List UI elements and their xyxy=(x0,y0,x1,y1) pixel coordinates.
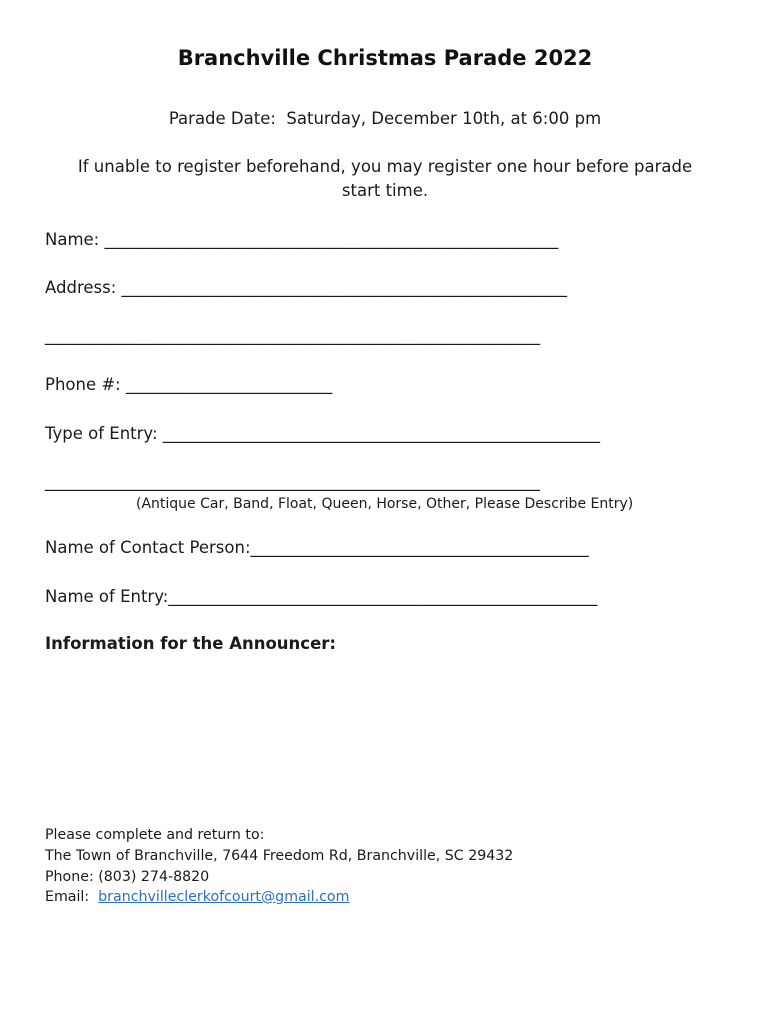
footer-return-instructions: Please complete and return to: xyxy=(45,827,265,843)
type-of-entry-hint: (Antique Car, Band, Float, Queen, Horse, Other, Please Describe Entry) xyxy=(136,496,634,512)
footer-phone: Phone: (803) 274-8820 xyxy=(45,869,210,885)
type-of-entry-blank-line[interactable]: _____________________________________________________ xyxy=(162,424,601,443)
address-blank-line[interactable]: ______________________________________________________ xyxy=(121,278,568,297)
register-note-line-2: start time. xyxy=(341,181,429,200)
contact-person-field[interactable] xyxy=(45,538,589,557)
contact-person-blank-line[interactable]: _________________________________________ xyxy=(250,538,589,557)
entry-name-blank-line[interactable]: ____________________________________________________ xyxy=(168,587,598,606)
entry-name-label: Name of Entry: xyxy=(45,587,169,606)
contact-person-label: Name of Contact Person: xyxy=(45,538,251,557)
footer-email-line xyxy=(45,889,349,905)
name-blank-line[interactable]: _______________________________________________________ xyxy=(104,230,559,249)
name-field[interactable] xyxy=(45,230,558,249)
footer-email-label: Email: xyxy=(45,889,99,905)
register-note-line-1: If unable to register beforehand, you may register one hour before parade xyxy=(77,157,693,176)
announcer-heading: Information for the Announcer: xyxy=(45,634,336,653)
type-of-entry-field[interactable] xyxy=(45,424,600,443)
address-label: Address: xyxy=(45,278,122,297)
email-link[interactable]: branchvilleclerkofcourt@gmail.com xyxy=(98,889,350,905)
parade-date: Parade Date: Saturday, December 10th, at 6:00 pm xyxy=(168,109,602,128)
address-blank-line-2[interactable]: ____________________________________________________________ xyxy=(45,326,540,345)
type-of-entry-label: Type of Entry: xyxy=(45,424,163,443)
address-field-line-2[interactable] xyxy=(45,326,540,345)
type-of-entry-field-line-2[interactable] xyxy=(45,472,540,491)
phone-blank-line[interactable]: _________________________ xyxy=(126,375,333,394)
type-of-entry-blank-line-2[interactable]: ____________________________________________________________ xyxy=(45,472,540,491)
phone-label: Phone #: xyxy=(45,375,126,394)
footer-address: The Town of Branchville, 7644 Freedom Rd, Branchville, SC 29432 xyxy=(45,848,514,864)
name-label: Name: xyxy=(45,230,105,249)
form-title: Branchville Christmas Parade 2022 xyxy=(177,46,593,70)
phone-field[interactable] xyxy=(45,375,332,394)
address-field[interactable] xyxy=(45,278,567,297)
entry-name-field[interactable] xyxy=(45,587,597,606)
